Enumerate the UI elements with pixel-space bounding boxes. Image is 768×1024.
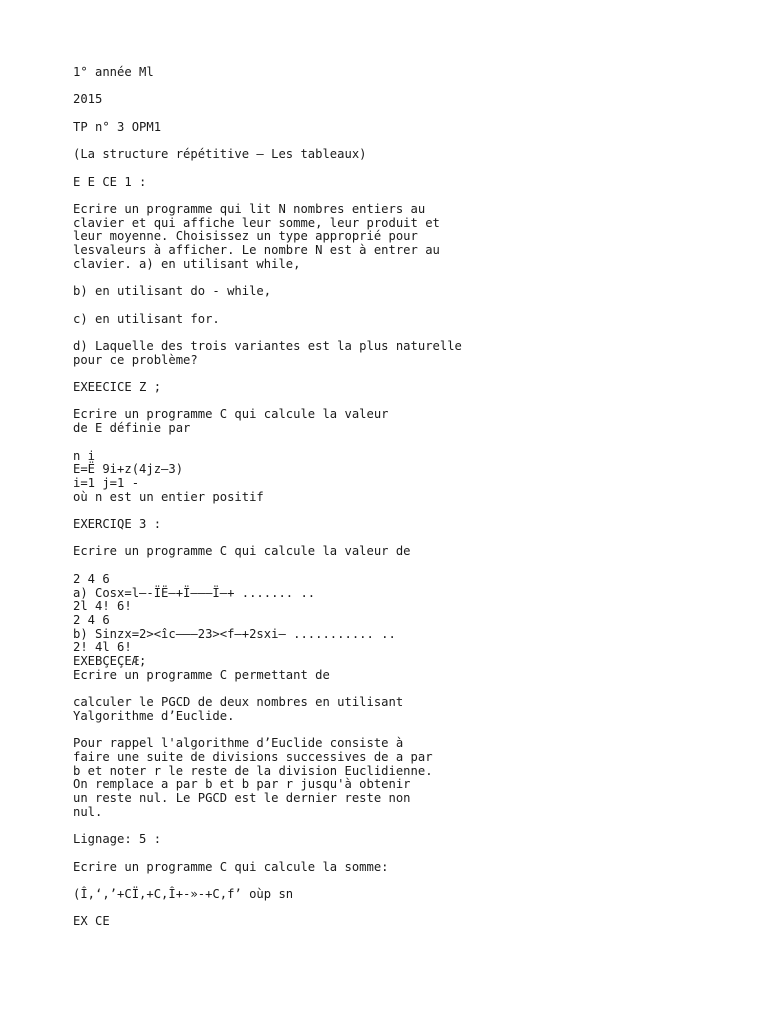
text-line: n i (73, 448, 96, 463)
text-line: 1° année Ml (73, 65, 154, 79)
text-line: nul. (73, 804, 103, 819)
exercise-1-heading (73, 176, 733, 190)
text-line: où n est un entier positif (73, 489, 264, 504)
year (73, 93, 733, 107)
text-line: E=Ë 9i+z(4jz—3) (73, 462, 184, 477)
exercise-1-d (73, 340, 733, 367)
text-line: Ecrire un programme C permettant de (73, 667, 330, 682)
text-line: lesvaleurs à afficher. Le nombre N est à entrer au (73, 243, 440, 258)
text-line: 2l 4! 6! (73, 599, 132, 614)
text-line: 2015 (73, 92, 103, 107)
text-line: faire une suite de divisions successives de a par (73, 749, 433, 764)
text-line: (Î,‘,’+CÏ,+C,Î+-»-+C,f’ oùp sn (73, 886, 294, 901)
exercise-3-heading (73, 518, 733, 532)
text-line: EXERCIQE 3 : (73, 517, 162, 532)
text-line: Ecrire un programme C qui calcule la valeur de (73, 544, 411, 559)
text-line: (La structure répétitive — Les tableaux) (73, 147, 367, 162)
text-line: i=1 j=1 - (73, 475, 140, 490)
text-line: 2 4 6 (73, 612, 110, 627)
exercise-3-formulas (73, 573, 733, 683)
exercise-4-reminder (73, 737, 733, 819)
text-line: 2! 4l 6! (73, 640, 132, 655)
text-line: Ecrire un programme qui lit N nombres entiers au (73, 201, 426, 216)
text-line: EX CE (73, 914, 110, 929)
exercise-2-text (73, 408, 733, 435)
text-line: clavier. a) en utilisant while, (73, 256, 301, 271)
text-line: E E CE 1 : (73, 174, 147, 189)
exercise-1-b (73, 285, 733, 299)
exercise-2-heading (73, 381, 733, 395)
text-line: Lignage: 5 : (73, 832, 162, 847)
text-line: leur moyenne. Choisissez un type approprié pour (73, 229, 418, 244)
exercise-5-text (73, 861, 733, 875)
text-line: EXEBÇEÇEÆ; (73, 654, 147, 669)
exercise-2-formula (73, 450, 733, 505)
text-line: a) Cosx=l—-ÏË—+Ï———Ï—+ ....... .. (73, 585, 316, 600)
text-line: pour ce problème? (73, 352, 198, 367)
exercise-4-text (73, 696, 733, 723)
exercise-1-text (73, 203, 733, 272)
text-line: calculer le PGCD de deux nombres en utilisant (73, 695, 404, 710)
text-line: On remplace a par b et b par r jusqu'à obtenir (73, 777, 411, 792)
tp-title (73, 121, 733, 135)
subtitle (73, 148, 733, 162)
document-page (73, 66, 733, 943)
text-line: un reste nul. Le PGCD est le dernier reste non (73, 791, 411, 806)
text-line: TP n° 3 OPM1 (73, 119, 162, 134)
text-line: EXEECICE Z ; (73, 380, 162, 395)
text-line: b) en utilisant do - while, (73, 284, 272, 299)
text-line: Ecrire un programme C qui calcule la somme: (73, 859, 389, 874)
text-line: Yalgorithme d’Euclide. (73, 708, 235, 723)
text-line: de E définie par (73, 421, 191, 436)
text-line: b) Sinzx=2><îc———23><f—+2sxi— ........... .. (73, 626, 396, 641)
exercise-1-c (73, 313, 733, 327)
text-line: Pour rappel l'algorithme d’Euclide consiste à (73, 736, 404, 751)
text-line: d) Laquelle des trois variantes est la plus naturelle (73, 338, 462, 353)
text-line: c) en utilisant for. (73, 311, 220, 326)
exercise-3-text (73, 545, 733, 559)
trailing-heading (73, 915, 733, 929)
exercise-5-heading (73, 833, 733, 847)
text-line: Ecrire un programme C qui calcule la valeur (73, 407, 389, 422)
class-year (73, 66, 733, 80)
text-line: clavier et qui affiche leur somme, leur produit et (73, 215, 440, 230)
exercise-5-formula (73, 888, 733, 902)
text-line: 2 4 6 (73, 571, 110, 586)
text-line: b et noter r le reste de la division Euclidienne. (73, 763, 433, 778)
